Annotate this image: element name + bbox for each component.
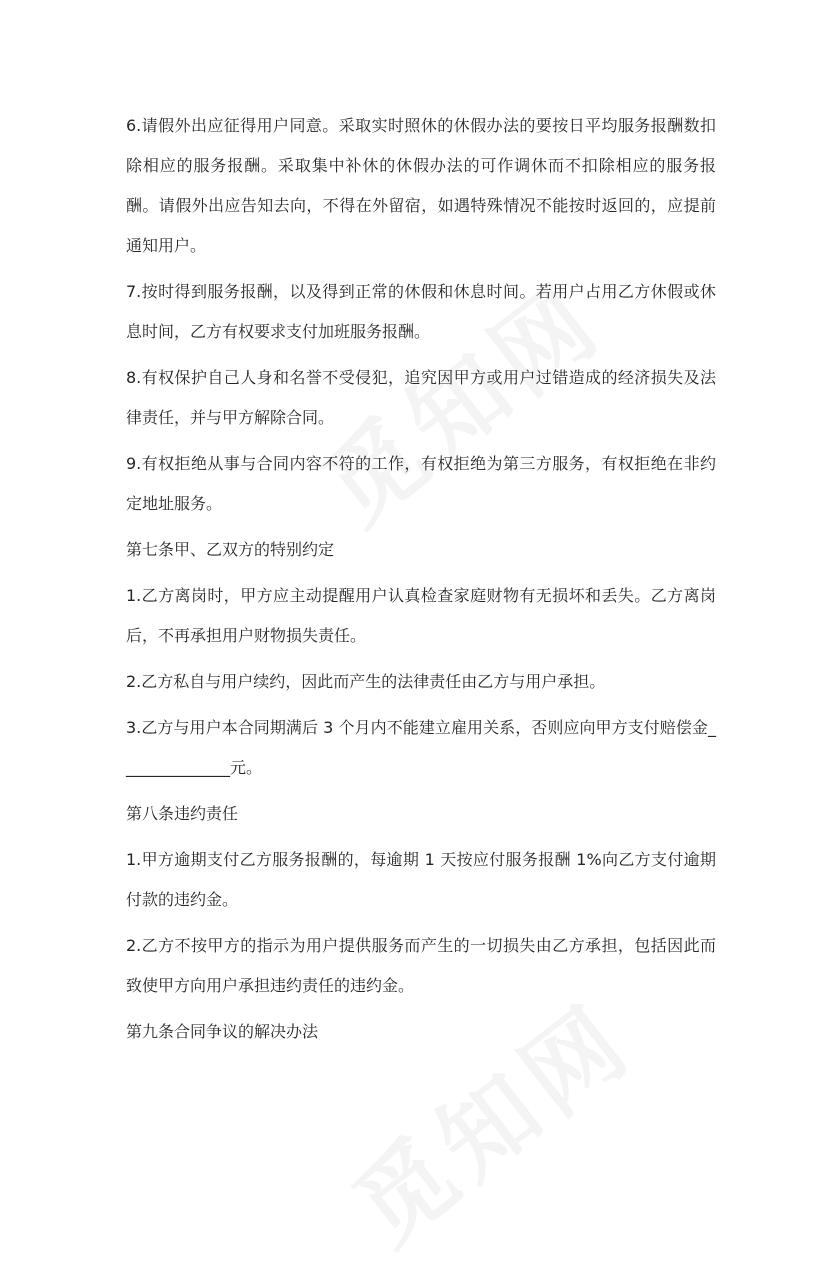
section-heading-8: 第八条违约责任 (126, 804, 239, 823)
document-body (126, 106, 716, 1058)
liability-clause-1: 1.甲方逾期支付乙方服务报酬的，每逾期 1 天按应付服务报酬 1%向乙方支付逾期付款的违约金。 (126, 850, 716, 909)
special-clause-2: 2.乙方私自与用户续约，因此而产生的法律责任由乙方与用户承担。 (126, 672, 606, 691)
clause-9-refuse: 9.有权拒绝从事与合同内容不符的工作，有权拒绝为第三方服务，有权拒绝在非约定地址服务。 (126, 454, 716, 513)
section-heading-9: 第九条合同争议的解决办法 (126, 1022, 319, 1041)
special-clause-1: 1.乙方离岗时，甲方应主动提醒用户认真检查家庭财物有无损坏和丢失。乙方离岗后，不再承担用户财物损失责任。 (126, 586, 716, 645)
clause-8-rights: 8.有权保护自己人身和名誉不受侵犯，追究因甲方或用户过错造成的经济损失及法律责任，并与甲方解除合同。 (126, 368, 716, 427)
clause-7-pay: 7.按时得到服务报酬，以及得到正常的休假和休息时间。若用户占用乙方休假或休息时间，乙方有权要求支付加班服务报酬。 (126, 282, 716, 341)
section-heading-7: 第七条甲、乙双方的特别约定 (126, 540, 335, 559)
special-clause-3: 3.乙方与用户本合同期满后 3 个月内不能建立雇用关系，否则应向甲方支付赔偿金______________元。 (126, 718, 716, 777)
clause-6-leave: 6.请假外出应征得用户同意。采取实时照休的休假办法的要按日平均服务报酬数扣除相应的服务报酬。采取集中补休的休假办法的可作调休而不扣除相应的服务报酬。请假外出应告知去向，不得在外留宿，如遇特殊情况不能按时返回的，应提前通知用户。 (126, 116, 716, 255)
liability-clause-2: 2.乙方不按甲方的指示为用户提供服务而产生的一切损失由乙方承担，包括因此而致使甲方向用户承担违约责任的违约金。 (126, 936, 716, 995)
